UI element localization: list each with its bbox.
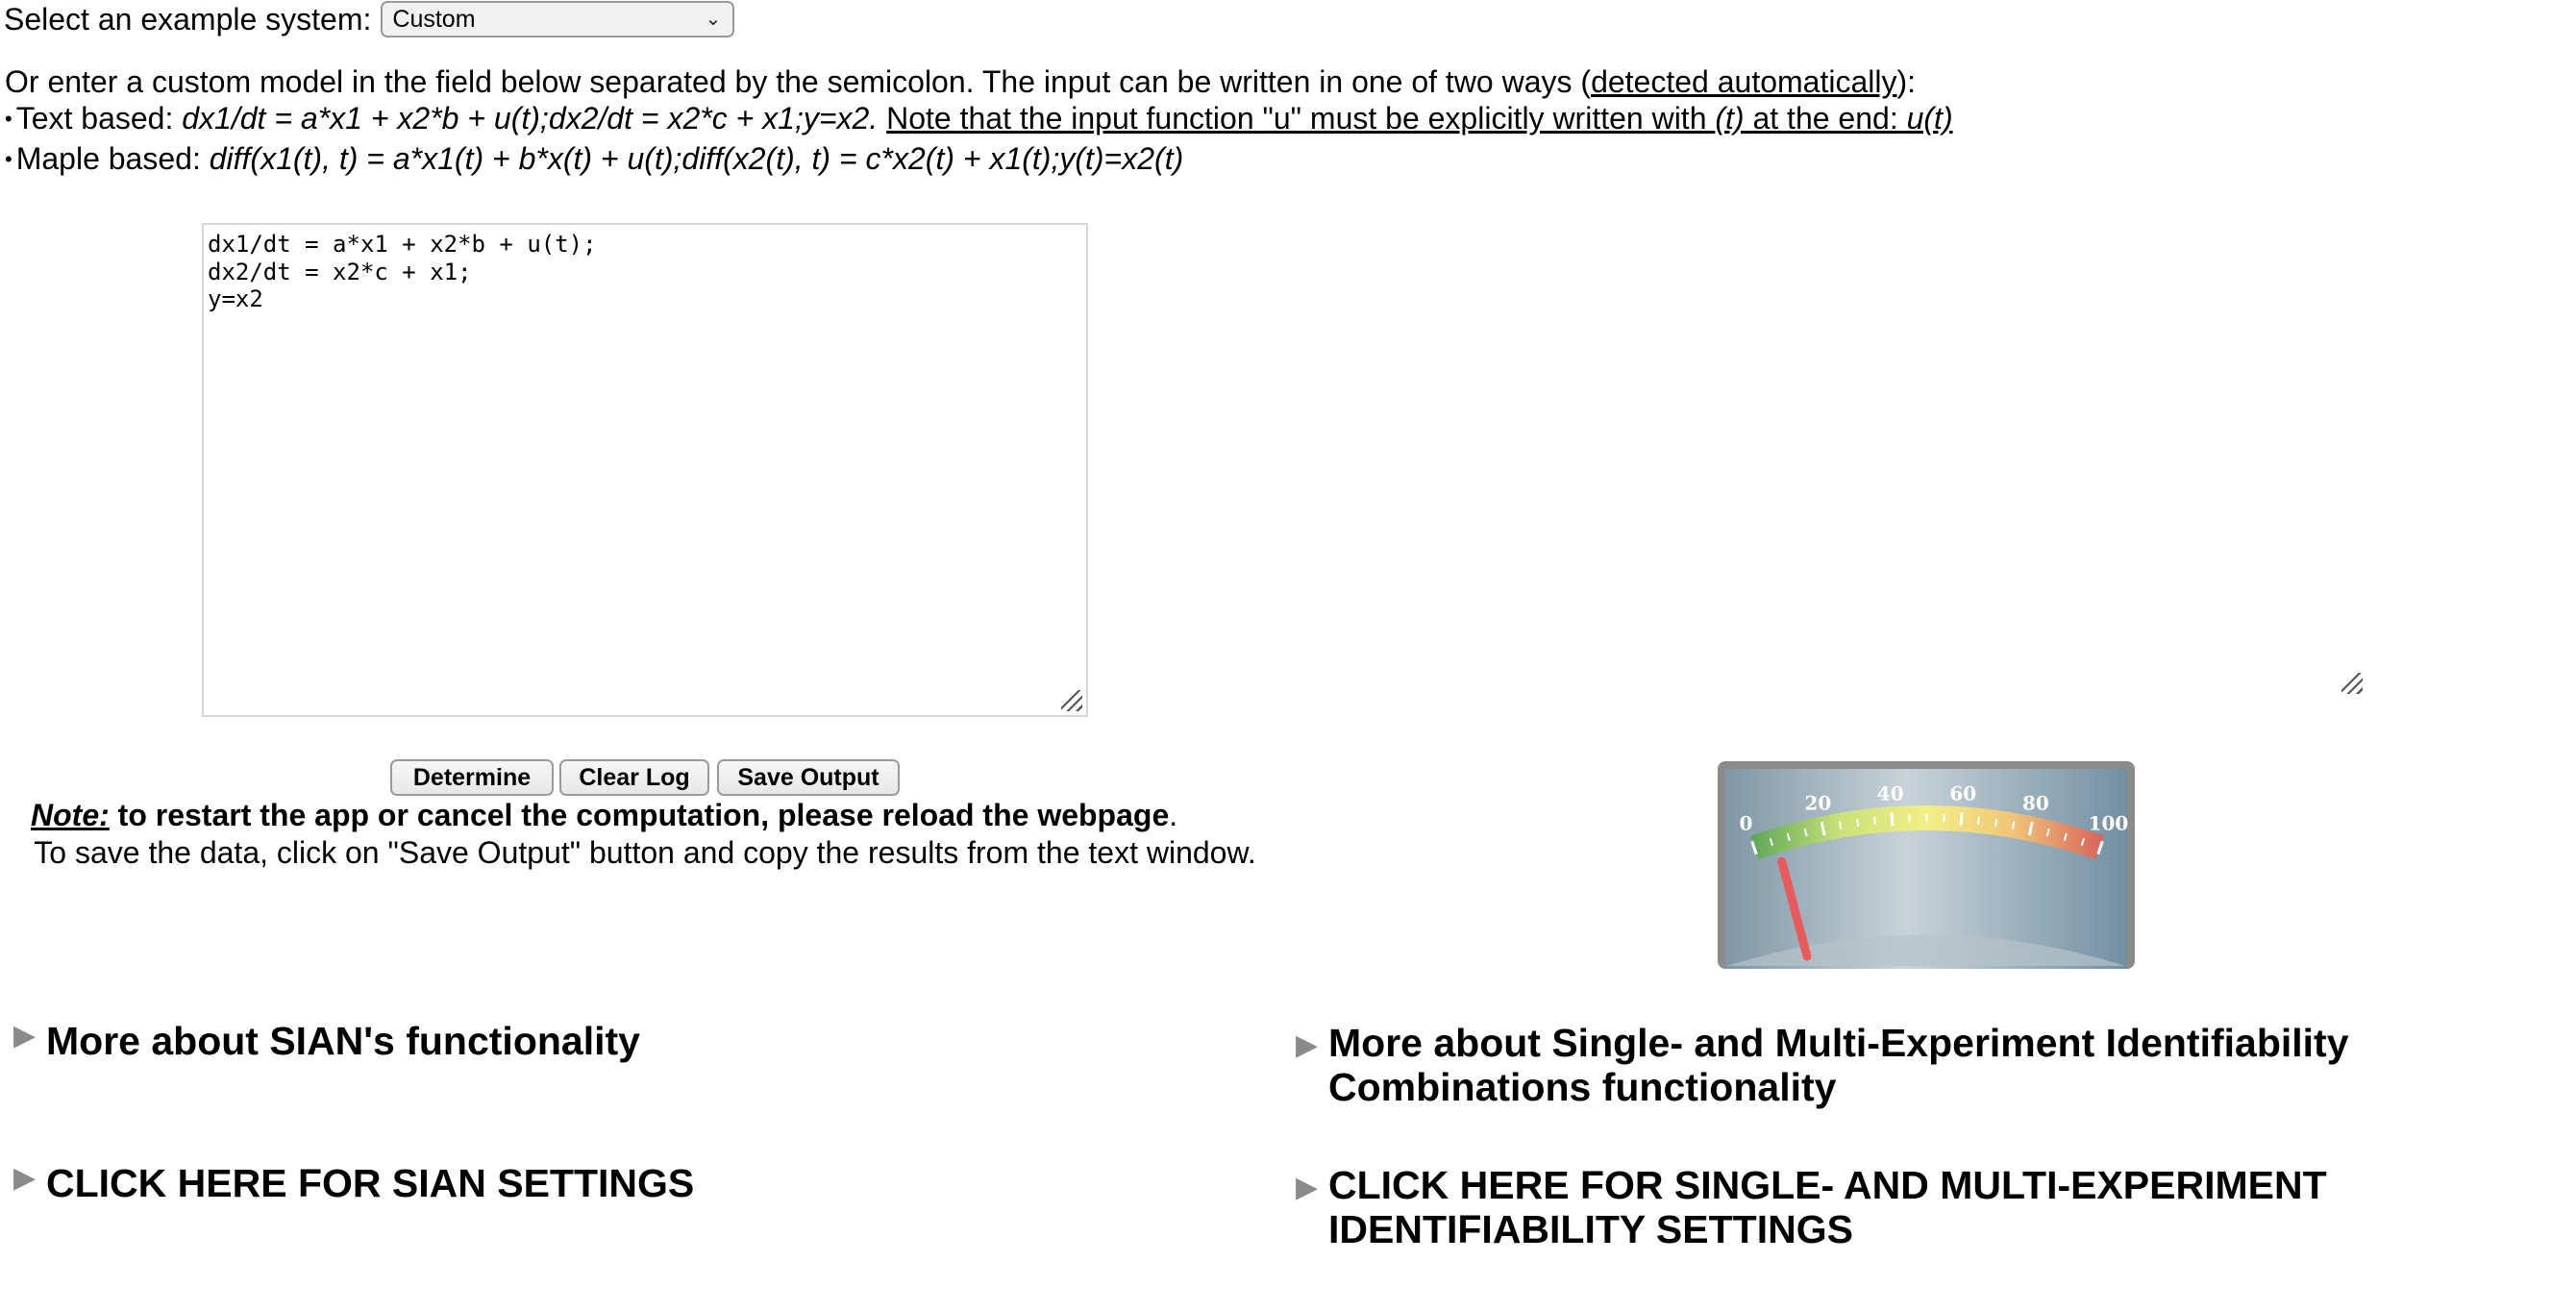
gauge-tick xyxy=(1874,817,1875,825)
gauge-tick-label: 20 xyxy=(1804,791,1832,815)
gauge-tick xyxy=(1892,812,1893,826)
text-based-label: Text based: xyxy=(15,101,174,136)
intro-text: Or enter a custom model in the field below separated by the semicolon. The input can be written in one of two ways ( xyxy=(5,64,1592,99)
u-note-mid: at the end: xyxy=(1752,101,1898,136)
note-text: to restart the app or cancel the computation, please reload the webpage xyxy=(109,798,1170,832)
text-based-example: dx1/dt = a*x1 + x2*b + u(t);dx2/dt = x2*c + x1;y=x2. xyxy=(182,101,879,136)
single-multi-settings-label: CLICK HERE FOR SINGLE- AND MULTI-EXPERIMENT IDENTIFIABILITY SETTINGS xyxy=(1328,1163,2327,1251)
gauge-tick xyxy=(1961,812,1962,826)
gauge-tick-label: 80 xyxy=(2022,791,2049,815)
example-select-label: Select an example system: xyxy=(4,1,372,37)
intro-line xyxy=(5,63,1953,100)
example-select-value: Custom xyxy=(392,5,476,33)
u-note-end: u(t) xyxy=(1906,101,1953,136)
u-note-text: Note that the input function "u" must be explicitly written with xyxy=(886,101,1707,136)
gauge-tick-label: 100 xyxy=(2088,811,2129,835)
u-note-t: (t) xyxy=(1715,101,1745,136)
expand-triangle-icon: ▶ xyxy=(13,1020,37,1051)
example-select-row xyxy=(4,0,734,38)
bullet-icon: • xyxy=(5,107,12,131)
restart-note xyxy=(31,798,1261,833)
gauge-tick-label: 0 xyxy=(1739,811,1753,835)
input-format-description xyxy=(5,63,1953,181)
sian-functionality-toggle[interactable] xyxy=(13,1019,1205,1063)
progress-gauge xyxy=(1716,759,2137,971)
gauge-tick-label: 40 xyxy=(1876,781,1904,805)
intro-text-end: ): xyxy=(1896,64,1917,99)
gauge-tick-label: 60 xyxy=(1949,781,1977,805)
sian-settings-toggle[interactable] xyxy=(13,1161,1205,1205)
maple-based-example: diff(x1(t), t) = a*x1(t) + b*x(t) + u(t);diff(x2(t), t) = c*x2(t) + x1(t);y(t)=x2(t) xyxy=(209,141,1184,176)
chevron-down-icon: ⌄ xyxy=(705,8,722,30)
save-output-hint: To save the data, click on "Save Output" button and copy the results from the text window. xyxy=(34,835,1256,870)
single-multi-functionality-toggle[interactable] xyxy=(1296,1021,2545,1109)
determine-button[interactable]: Determine xyxy=(390,759,554,796)
maple-based-line xyxy=(5,140,1953,181)
expand-triangle-icon: ▶ xyxy=(13,1162,37,1194)
gauge-tick xyxy=(1995,819,1996,827)
note-label: Note: xyxy=(31,798,110,832)
expand-triangle-icon: ▶ xyxy=(1296,1029,1319,1061)
note-period: . xyxy=(1169,798,1178,832)
output-log-resize-handle[interactable] xyxy=(2341,673,2363,694)
save-output-button[interactable]: Save Output xyxy=(717,759,900,796)
example-system-select[interactable] xyxy=(381,1,734,37)
sian-functionality-label: More about SIAN's functionality xyxy=(46,1019,640,1063)
sian-settings-label: CLICK HERE FOR SIAN SETTINGS xyxy=(46,1161,695,1205)
model-input-textarea[interactable]: dx1/dt = a*x1 + x2*b + u(t); dx2/dt = x2*c + x1; y=x2 xyxy=(202,223,1088,717)
gauge-tick xyxy=(1978,817,1979,825)
u-function-note xyxy=(886,101,1952,136)
detected-automatically-link[interactable]: detected automatically xyxy=(1591,64,1897,99)
single-multi-settings-toggle[interactable] xyxy=(1296,1163,2545,1251)
text-based-line xyxy=(5,100,1953,140)
clear-log-button[interactable]: Clear Log xyxy=(559,759,709,796)
expand-triangle-icon: ▶ xyxy=(1296,1172,1319,1203)
bullet-icon: • xyxy=(5,147,12,171)
single-multi-functionality-label: More about Single- and Multi-Experiment Identifiability Combinations functionality xyxy=(1328,1021,2349,1109)
gauge-tick xyxy=(1840,822,1841,829)
gauge-tick xyxy=(2013,822,2014,829)
gauge-tick xyxy=(1857,819,1858,827)
textarea-resize-handle[interactable] xyxy=(1061,690,1082,711)
maple-based-label: Maple based: xyxy=(15,141,201,176)
